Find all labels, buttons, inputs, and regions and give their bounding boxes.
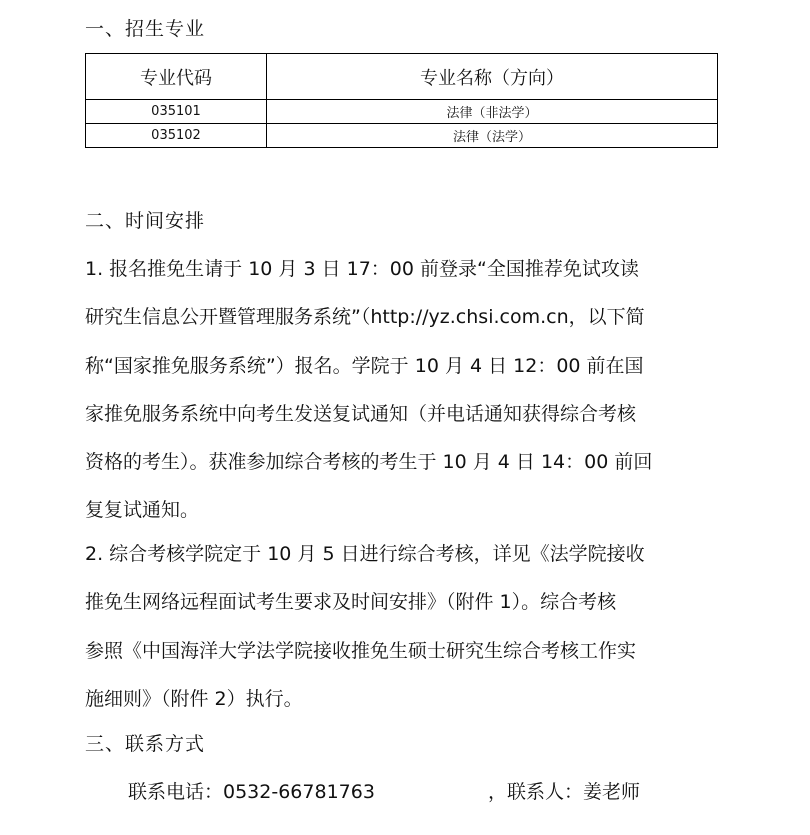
paragraph-line: 施细则》（附件 2）执行。 bbox=[85, 687, 303, 710]
section-heading-schedule: 二、时间安排 bbox=[85, 210, 206, 232]
paragraph-line: 家推免服务系统中向考生发送复试通知（并电话通知获得综合考核 bbox=[85, 402, 637, 425]
major-code-cell: 035102 bbox=[86, 124, 267, 148]
section-heading-contact: 三、联系方式 bbox=[85, 733, 206, 755]
major-name-cell: 法律（非法学） bbox=[267, 100, 718, 124]
paragraph-line: 2. 综合考核学院定于 10 月 5 日进行综合考核，详见《法学院接收 bbox=[85, 543, 645, 565]
table-row bbox=[86, 124, 718, 148]
major-code-cell: 035101 bbox=[86, 100, 267, 124]
major-name-cell: 法律（法学） bbox=[267, 124, 718, 148]
paragraph-line: 推免生网络远程面试考生要求及时间安排》（附件 1）。综合考核 bbox=[85, 591, 617, 614]
paragraph-line: 复复试通知。 bbox=[85, 499, 200, 522]
schedule-item-registration bbox=[85, 245, 725, 535]
column-header-name: 专业名称（方向） bbox=[267, 54, 718, 100]
majors-table bbox=[85, 53, 718, 148]
column-header-code: 专业代码 bbox=[86, 54, 267, 100]
paragraph-line: 1. 报名推免生请于 10 月 3 日 17：00 前登录“全国推荐免试攻读 bbox=[85, 258, 639, 280]
table-header-row bbox=[86, 54, 718, 100]
paragraph-line: 资格的考生）。获准参加综合考核的考生于 10 月 4 日 14：00 前回 bbox=[85, 451, 653, 474]
paragraph-line: 参照《中国海洋大学法学院接收推免生硕士研究生综合考核工作实 bbox=[85, 639, 637, 662]
schedule-item-assessment bbox=[85, 530, 725, 723]
table-row bbox=[86, 100, 718, 124]
contact-person: ，联系人：姜老师 bbox=[488, 781, 641, 803]
contact-phone: 联系电话：0532-66781763 bbox=[128, 781, 375, 803]
section-heading-enrollment: 一、招生专业 bbox=[85, 18, 206, 40]
paragraph-line: 称“国家推免服务系统”）报名。学院于 10 月 4 日 12：00 前在国 bbox=[85, 354, 644, 377]
paragraph-line: 研究生信息公开暨管理服务系统”（http://yz.chsi.com.cn，以下简 bbox=[85, 306, 645, 329]
